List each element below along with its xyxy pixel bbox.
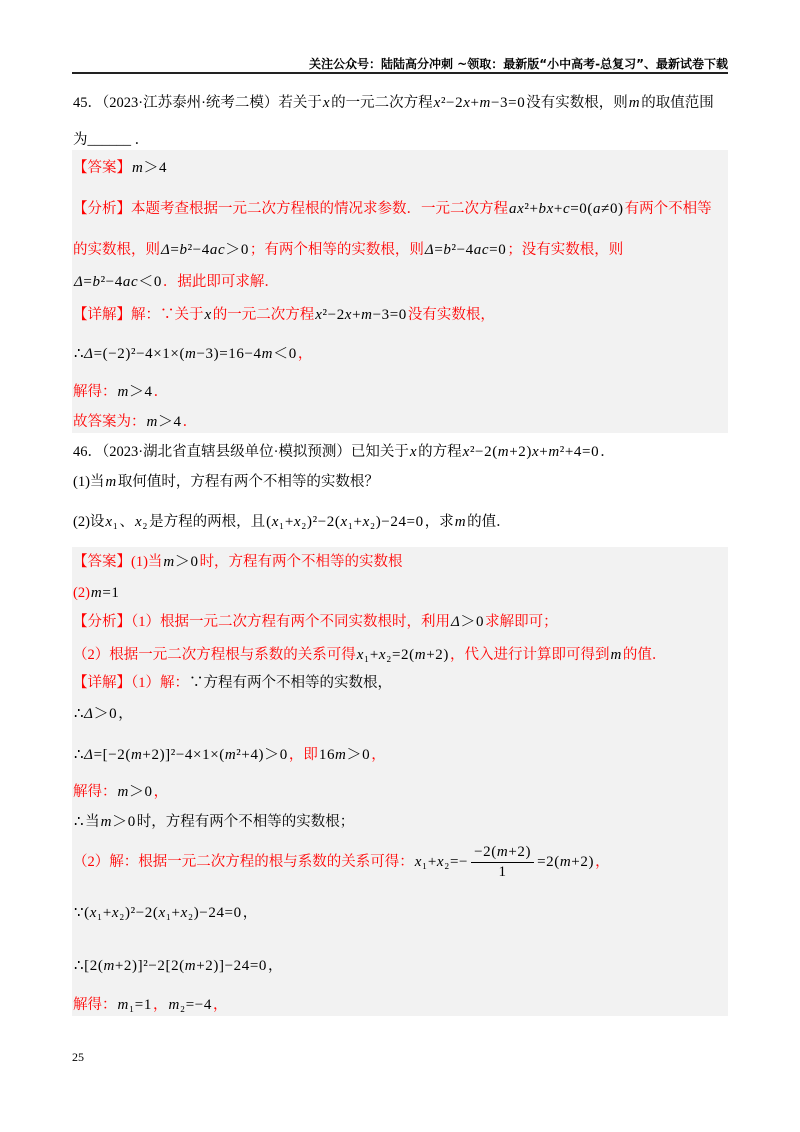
math-expression: x₁+x₂=− [414, 854, 469, 870]
q45-solution-line-7 [73, 380, 727, 404]
math-expression: =2(m+2) [537, 854, 595, 870]
math-expression: m＞4 [146, 414, 182, 430]
q46-solution-line-2 [73, 581, 727, 605]
text-run: (2) [73, 585, 90, 601]
math-variable: a [509, 201, 518, 217]
text-run: ，即 [288, 747, 318, 763]
math-expression: 16m＞0 [318, 747, 371, 763]
q46-stem-line-1 [73, 440, 727, 464]
math-expression: m＞4 [132, 160, 168, 176]
text-run: 【详解】（1）解： [73, 675, 189, 691]
math-variable: x [180, 905, 188, 921]
text-run: 当 [85, 814, 100, 830]
math-variable: m [414, 647, 427, 663]
q46-solution-line-7 [73, 743, 727, 767]
math-variable: x [378, 647, 387, 663]
math-expression [454, 514, 467, 530]
q46-stem-line-2 [73, 470, 727, 494]
math-variable: Δ [84, 747, 94, 763]
text-run: 没有实数根，则 [526, 95, 628, 111]
math-expression: m＞0 [163, 554, 199, 570]
math-variable: m [628, 95, 641, 111]
math-variable: c [217, 242, 226, 258]
text-run: 有两个不相等 [624, 201, 712, 217]
math-variable: c [130, 274, 139, 290]
q45-stem-line-2 [73, 128, 727, 152]
q45-solution-line-4 [73, 270, 727, 294]
math-variable: m [184, 958, 197, 974]
math-expression: x₁+x₂=2(m+2) [356, 647, 449, 663]
math-expression: Δ＞0 [451, 614, 485, 630]
text-run: 求解即可； [485, 614, 558, 630]
text-run: ． [182, 414, 198, 430]
math-variable: x [463, 95, 471, 111]
math-variable: m [454, 514, 467, 530]
header-text: 关注公众号：陆陆高分冲刺 ~领取：最新版“小中高考-总复习”、最新试卷下载 [309, 57, 728, 71]
math-expression [204, 307, 213, 323]
text-run: ， [297, 346, 313, 362]
math-expression: x²−2x+m−3=0 [433, 95, 526, 111]
text-run: 故答案为： [73, 414, 146, 430]
math-expression [104, 474, 117, 490]
math-variable: m [224, 747, 237, 763]
math-variable: m [117, 384, 129, 400]
math-variable: m [361, 307, 373, 323]
math-variable: c [481, 242, 490, 258]
math-variable: x [414, 854, 423, 870]
math-variable: Δ [451, 614, 461, 630]
text-run: ， [268, 958, 283, 974]
q46-solution-line-9 [73, 810, 727, 834]
math-variable: x [546, 201, 554, 217]
text-run: ；有两个相等的实数根，则 [249, 242, 424, 258]
fraction [471, 843, 534, 882]
text-run: 为 [73, 132, 88, 148]
q46-solution-line-12 [73, 954, 727, 978]
math-variable: x [433, 95, 441, 111]
text-run: 解得： [73, 784, 117, 800]
text-run: 解得： [73, 997, 117, 1013]
text-run: 45．（2023·江苏泰州·统考二模）若关于 [73, 95, 322, 111]
math-variable: m [105, 474, 117, 490]
math-expression [628, 95, 641, 111]
text-run: ． [153, 384, 169, 400]
math-variable: b [443, 242, 452, 258]
math-variable: m [479, 95, 491, 111]
q46-solution-line-4 [73, 643, 727, 667]
page-number: 25 [72, 1050, 84, 1064]
math-variable: m [261, 346, 274, 362]
text-run: 的值． [467, 514, 511, 530]
text-run: 46．（2023·湖北省直辖县级单位·模拟预测）已知关于 [73, 444, 409, 460]
math-expression: x²−2x+m−3=0 [315, 307, 407, 323]
math-variable: m [100, 814, 113, 830]
math-variable: m [610, 647, 622, 663]
math-expression: m＞0 [117, 784, 153, 800]
math-expression: ∵(x₁+x₂)²−2(x₁+x₂)−24=0 [74, 905, 242, 921]
math-expression: ∴[2(m+2)]²−2[2(m+2)]−24=0 [74, 958, 267, 974]
text-run: 【分析】本题考查根据一元二次方程根的情况求参数．一元二次方程 [73, 201, 508, 217]
math-expression: m₂=−4 [168, 997, 212, 1013]
q45-solution-line-8 [73, 410, 727, 434]
text-run: 取何值时，方程有两个不相等的实数根？ [117, 474, 379, 490]
text-run: ∵方程有两个不相等的实数根， [189, 675, 392, 691]
text-run: ______ [87, 132, 131, 148]
math-variable: x [356, 647, 365, 663]
math-variable: m [559, 854, 572, 870]
text-run: 【详解】解：∵关于 [73, 307, 204, 323]
math-variable: x [315, 307, 323, 323]
text-run: ．据此即可求解． [162, 274, 279, 290]
math-expression: ax²+bx+c=0(a≠0) [509, 201, 624, 217]
q45-solution-line-6 [73, 342, 727, 366]
math-variable: Δ [74, 274, 84, 290]
text-run: (2)设 [73, 514, 105, 530]
math-variable: m [146, 414, 158, 430]
q46-stem-line-3 [73, 510, 727, 534]
math-expression: x²−2(m+2)x+m²+4=0 [462, 444, 600, 460]
text-run: ， [595, 854, 610, 870]
math-variable: m [548, 444, 560, 460]
math-variable: m [496, 844, 509, 861]
math-variable: x [344, 307, 353, 323]
math-variable: x [271, 514, 280, 530]
math-variable: x [293, 514, 302, 530]
math-variable: x [111, 905, 120, 921]
math-variable: x [135, 514, 143, 530]
text-run: ，求 [424, 514, 454, 530]
q46-solution-line-1 [73, 550, 727, 574]
math-variable: m [103, 958, 115, 974]
math-variable: x [462, 444, 470, 460]
q46-solution-line-6 [73, 702, 727, 726]
q46-solution-line-10 [73, 838, 727, 886]
math-expression: m＞4 [117, 384, 153, 400]
text-run: 的值． [622, 647, 667, 663]
math-variable: a [122, 274, 131, 290]
text-run: ， [242, 905, 258, 921]
text-run: 的取值范围 [641, 95, 714, 111]
math-variable: m [335, 747, 347, 763]
q45-solution-line-3 [73, 238, 727, 262]
text-run: ，代入进行计算即可得到 [449, 647, 610, 663]
q46-solution-line-3 [73, 610, 727, 634]
math-expression: ∴Δ=(−2)²−4×1×(m−3)=16−4m＜0 [74, 346, 297, 362]
math-variable: m [163, 554, 175, 570]
math-variable: x [362, 514, 370, 530]
q45-stem-line-1 [73, 91, 727, 115]
fraction-numerator: −2(m+2) [471, 843, 534, 863]
text-run: 解得： [73, 384, 117, 400]
text-run: ， [371, 747, 386, 763]
text-run: 没有实数根， [407, 307, 495, 323]
text-run: ， [118, 706, 133, 722]
math-variable: b [92, 274, 101, 290]
math-expression: Δ=b²−4ac＞0 [161, 242, 249, 258]
math-variable: x [158, 905, 166, 921]
q46-solution-line-8 [73, 780, 727, 804]
math-variable: Δ [84, 706, 94, 722]
q45-solution-line-2 [73, 197, 727, 221]
text-run: 、 [119, 514, 135, 530]
math-expression: ∴Δ=[−2(m+2)]²−4×1×(m²+4)＞0 [74, 747, 288, 763]
math-variable: x [105, 514, 113, 530]
text-run: 时，方程有两个不相等的实数根； [136, 814, 355, 830]
math-variable: x [532, 444, 540, 460]
q45-solution-line-5 [73, 303, 727, 327]
math-variable: a [473, 242, 482, 258]
math-expression [409, 444, 418, 460]
math-expression: x₂ [135, 514, 149, 530]
text-run: 的一元二次方程 [212, 307, 315, 323]
text-run: ． [600, 444, 615, 460]
math-variable: x [340, 514, 348, 530]
math-variable: b [538, 201, 547, 217]
math-variable: x [89, 905, 98, 921]
math-variable: m [132, 160, 144, 176]
math-variable: m [185, 346, 197, 362]
text-run: （2）解：根据一元二次方程的根与系数的关系可得： [73, 854, 414, 870]
math-variable: x [204, 307, 212, 323]
q46-solution-line-13 [73, 993, 727, 1017]
text-run: ， [152, 997, 168, 1013]
math-variable: Δ [424, 242, 435, 258]
text-run: 【答案】(1)当 [73, 554, 163, 570]
text-run: ， [212, 997, 228, 1013]
text-run: ；没有实数根，则 [507, 242, 624, 258]
q46-solution-line-11 [73, 901, 727, 925]
math-variable: x [322, 95, 331, 111]
math-variable: m [117, 997, 129, 1013]
math-expression: m=1 [90, 585, 120, 601]
math-variable: a [209, 242, 218, 258]
math-expression: (x₁+x₂)²−2(x₁+x₂)−24=0 [266, 514, 424, 530]
text-run: 的方程 [418, 444, 462, 460]
math-expression: x₁ [105, 514, 119, 530]
math-variable: Δ [84, 346, 94, 362]
math-variable: Δ [161, 242, 171, 258]
text-run: ． [131, 132, 150, 148]
math-variable: x [517, 201, 525, 217]
math-expression: Δ=b²−4ac=0 [424, 242, 507, 258]
math-variable: x [436, 854, 445, 870]
text-run: 的实数根，则 [73, 242, 160, 258]
math-variable: m [90, 585, 103, 601]
math-variable: a [593, 201, 602, 217]
math-variable: x [409, 444, 418, 460]
math-variable: b [179, 242, 188, 258]
text-run: （2）根据一元二次方程根与系数的关系可得 [73, 647, 356, 663]
math-expression: ∴Δ＞0 [74, 706, 118, 722]
text-run: (1)当 [73, 474, 105, 490]
math-variable: m [130, 747, 143, 763]
q46-solution-line-5 [73, 671, 727, 695]
math-variable: m [497, 444, 510, 460]
math-expression [322, 95, 331, 111]
math-variable: m [117, 784, 129, 800]
text-run: 时，方程有两个不相等的实数根 [199, 554, 403, 570]
text-run: 是方程的两根，且 [149, 514, 266, 530]
fraction-denominator: 1 [498, 864, 507, 881]
math-variable: m [168, 997, 180, 1013]
math-expression: Δ=b²−4ac＜0 [74, 274, 162, 290]
text-run: 【分析】（1）根据一元二次方程有两个不同实数根时，利用 [73, 614, 450, 630]
text-run: 【答案】 [73, 160, 131, 176]
math-expression [609, 647, 622, 663]
q45-solution-line-1 [73, 156, 727, 180]
math-expression: m＞0 [100, 814, 136, 830]
text-run: ， [153, 784, 169, 800]
math-expression: m₁=1 [117, 997, 152, 1013]
math-variable: c [562, 201, 571, 217]
text-run: 的一元二次方程 [331, 95, 433, 111]
math-expression: ∴ [74, 814, 85, 830]
